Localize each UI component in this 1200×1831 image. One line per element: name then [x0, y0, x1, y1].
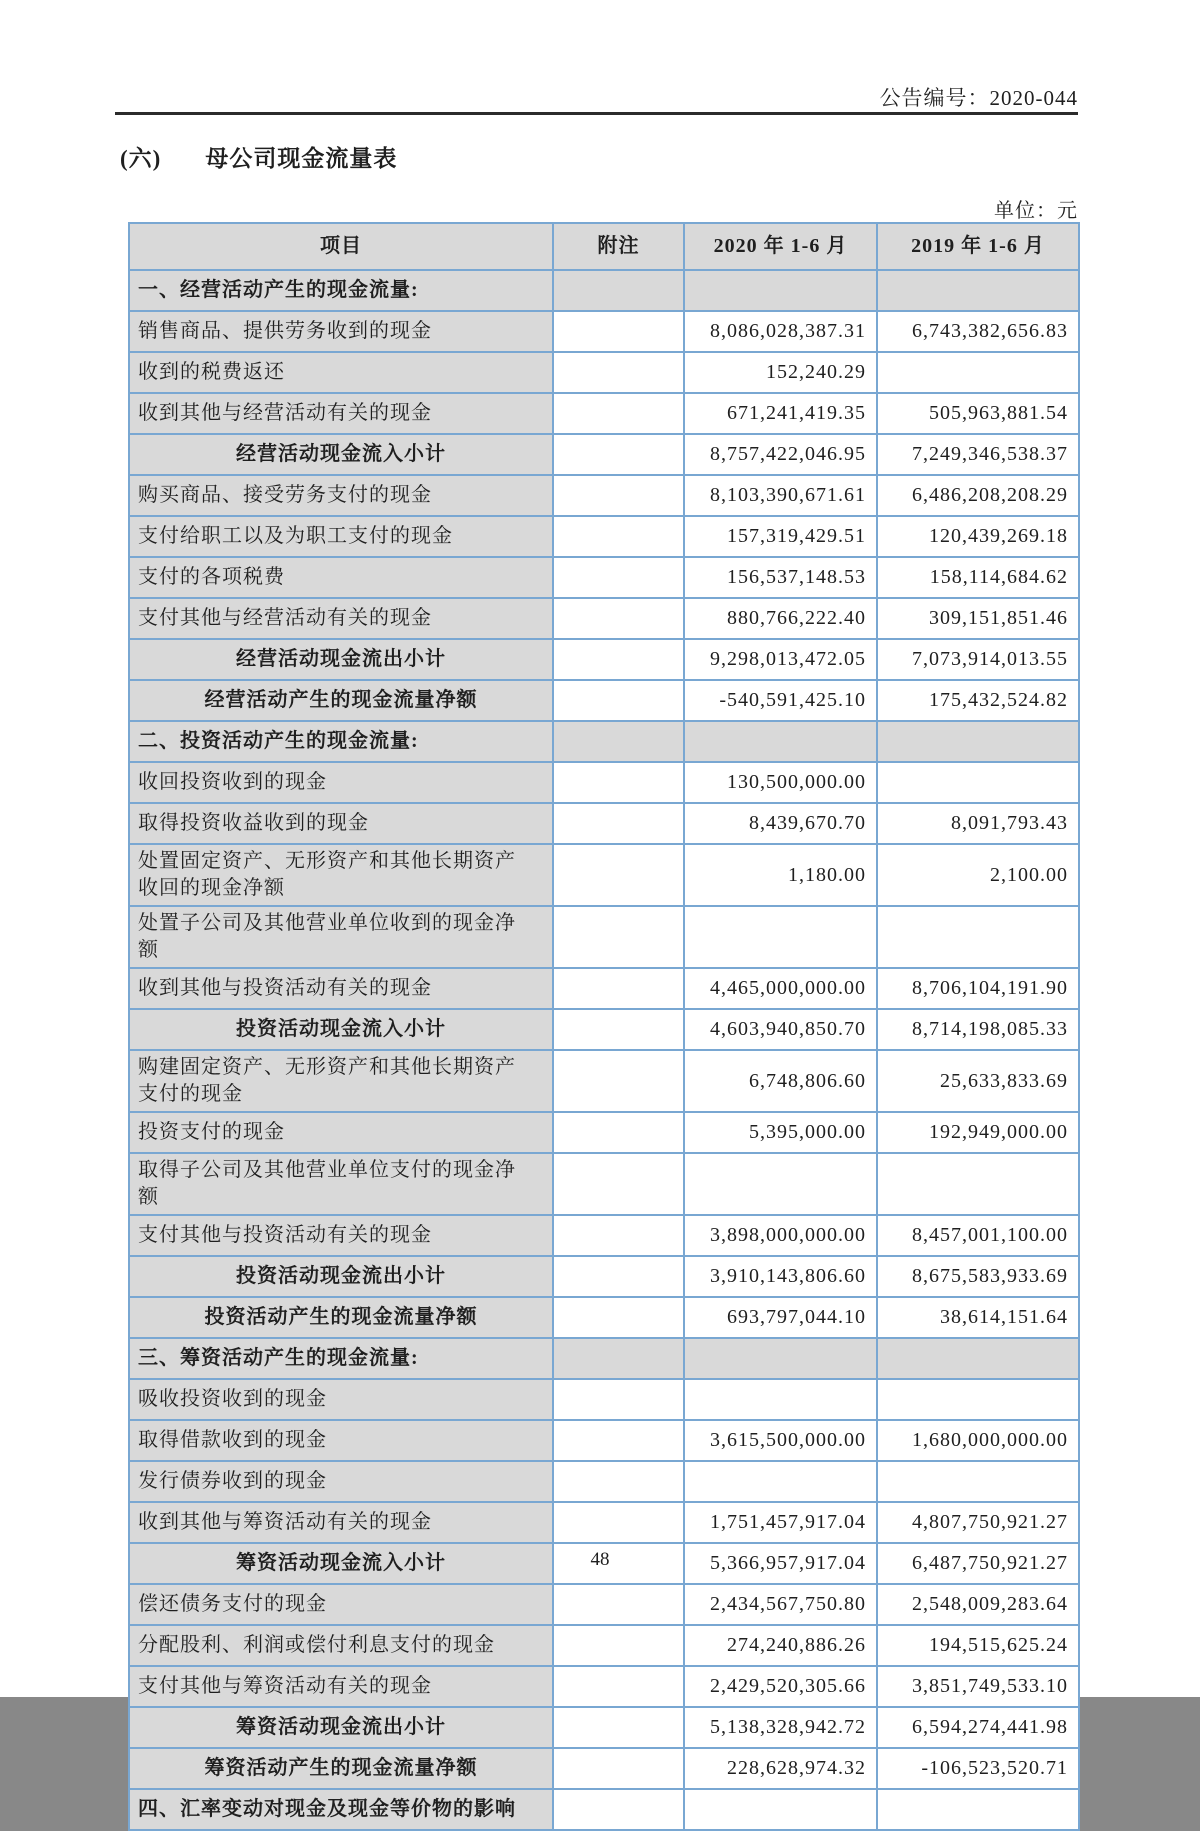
- note-cell: [553, 516, 684, 557]
- table-row: [129, 1789, 1079, 1830]
- item-cell: 支付其他与投资活动有关的现金: [129, 1215, 553, 1256]
- header-note: 附注: [553, 223, 684, 270]
- value-2019-cell: 6,486,208,208.29: [877, 475, 1079, 516]
- item-cell: 四、汇率变动对现金及现金等价物的影响: [129, 1789, 553, 1830]
- value-2020-cell: 130,500,000.00: [684, 762, 877, 803]
- item-cell: 购买商品、接受劳务支付的现金: [129, 475, 553, 516]
- item-cell: 支付的各项税费: [129, 557, 553, 598]
- value-2019-cell: [877, 1789, 1079, 1830]
- note-cell: [553, 352, 684, 393]
- value-2020-cell: 6,748,806.60: [684, 1050, 877, 1112]
- value-2020-cell: [684, 1461, 877, 1502]
- header-rule: [115, 112, 1078, 115]
- item-cell: 支付其他与筹资活动有关的现金: [129, 1666, 553, 1707]
- item-cell: 偿还债务支付的现金: [129, 1584, 553, 1625]
- note-cell: [553, 311, 684, 352]
- item-cell: 投资活动现金流出小计: [129, 1256, 553, 1297]
- note-cell: [553, 475, 684, 516]
- item-cell: 分配股利、利润或偿付利息支付的现金: [129, 1625, 553, 1666]
- note-cell: [553, 844, 684, 906]
- item-cell: 吸收投资收到的现金: [129, 1379, 553, 1420]
- value-2020-cell: [684, 1153, 877, 1215]
- table-row: [129, 393, 1079, 434]
- value-2019-cell: 8,091,793.43: [877, 803, 1079, 844]
- table-row: [129, 1379, 1079, 1420]
- value-2020-cell: 156,537,148.53: [684, 557, 877, 598]
- item-cell: 取得子公司及其他营业单位支付的现金净额: [129, 1153, 553, 1215]
- item-cell: 二、投资活动产生的现金流量:: [129, 721, 553, 762]
- table-row: [129, 680, 1079, 721]
- item-cell: 筹资活动产生的现金流量净额: [129, 1748, 553, 1789]
- value-2020-cell: 693,797,044.10: [684, 1297, 877, 1338]
- table-row: [129, 968, 1079, 1009]
- note-cell: [553, 1420, 684, 1461]
- value-2020-cell: [684, 1338, 877, 1379]
- table-row: [129, 1009, 1079, 1050]
- value-2020-cell: 4,465,000,000.00: [684, 968, 877, 1009]
- note-cell: [553, 1748, 684, 1789]
- item-cell: 经营活动现金流入小计: [129, 434, 553, 475]
- item-cell: 收回投资收到的现金: [129, 762, 553, 803]
- item-cell: 处置固定资产、无形资产和其他长期资产收回的现金净额: [129, 844, 553, 906]
- header-period-2020: 2020 年 1-6 月: [684, 223, 877, 270]
- note-cell: [553, 1050, 684, 1112]
- value-2019-cell: 4,807,750,921.27: [877, 1502, 1079, 1543]
- note-cell: [553, 1584, 684, 1625]
- value-2020-cell: 228,628,974.32: [684, 1748, 877, 1789]
- table-row: [129, 1050, 1079, 1112]
- page-title-text: 母公司现金流量表: [205, 146, 398, 171]
- note-cell: [553, 270, 684, 311]
- value-2019-cell: [877, 352, 1079, 393]
- value-2019-cell: 2,548,009,283.64: [877, 1584, 1079, 1625]
- value-2019-cell: [877, 906, 1079, 968]
- table-row: [129, 1215, 1079, 1256]
- table-row: [129, 516, 1079, 557]
- value-2020-cell: 671,241,419.35: [684, 393, 877, 434]
- value-2019-cell: 3,851,749,533.10: [877, 1666, 1079, 1707]
- value-2020-cell: 3,615,500,000.00: [684, 1420, 877, 1461]
- note-cell: [553, 1153, 684, 1215]
- note-cell: [553, 434, 684, 475]
- value-2019-cell: 38,614,151.64: [877, 1297, 1079, 1338]
- value-2020-cell: 152,240.29: [684, 352, 877, 393]
- item-cell: 收到其他与经营活动有关的现金: [129, 393, 553, 434]
- item-cell: 筹资活动现金流出小计: [129, 1707, 553, 1748]
- item-cell: 一、经营活动产生的现金流量:: [129, 270, 553, 311]
- value-2019-cell: 8,675,583,933.69: [877, 1256, 1079, 1297]
- value-2019-cell: 2,100.00: [877, 844, 1079, 906]
- value-2020-cell: 5,395,000.00: [684, 1112, 877, 1153]
- table-row: [129, 434, 1079, 475]
- value-2019-cell: 8,706,104,191.90: [877, 968, 1079, 1009]
- table-row: [129, 270, 1079, 311]
- value-2019-cell: 192,949,000.00: [877, 1112, 1079, 1153]
- item-cell: 发行债券收到的现金: [129, 1461, 553, 1502]
- value-2020-cell: 274,240,886.26: [684, 1625, 877, 1666]
- table-row: [129, 721, 1079, 762]
- note-cell: [553, 968, 684, 1009]
- item-cell: 支付给职工以及为职工支付的现金: [129, 516, 553, 557]
- note-cell: [553, 393, 684, 434]
- header-item: 项目: [129, 223, 553, 270]
- value-2020-cell: 3,898,000,000.00: [684, 1215, 877, 1256]
- table-row: [129, 1666, 1079, 1707]
- item-cell: 三、筹资活动产生的现金流量:: [129, 1338, 553, 1379]
- item-cell: 收到其他与投资活动有关的现金: [129, 968, 553, 1009]
- note-cell: [553, 762, 684, 803]
- table-row: [129, 1112, 1079, 1153]
- table-row: [129, 598, 1079, 639]
- note-cell: [553, 680, 684, 721]
- item-cell: 收到其他与筹资活动有关的现金: [129, 1502, 553, 1543]
- value-2019-cell: 25,633,833.69: [877, 1050, 1079, 1112]
- value-2020-cell: 5,366,957,917.04: [684, 1543, 877, 1584]
- value-2020-cell: 2,434,567,750.80: [684, 1584, 877, 1625]
- page-title: [120, 140, 397, 173]
- value-2020-cell: [684, 721, 877, 762]
- value-2019-cell: [877, 1379, 1079, 1420]
- value-2020-cell: 8,757,422,046.95: [684, 434, 877, 475]
- table-row: [129, 352, 1079, 393]
- cashflow-table: [128, 222, 1080, 1831]
- note-cell: [553, 1502, 684, 1543]
- value-2019-cell: 309,151,851.46: [877, 598, 1079, 639]
- value-2020-cell: 4,603,940,850.70: [684, 1009, 877, 1050]
- page-number: 48: [590, 1549, 610, 1570]
- value-2019-cell: 6,594,274,441.98: [877, 1707, 1079, 1748]
- item-cell: 筹资活动现金流入小计: [129, 1543, 553, 1584]
- note-cell: [553, 906, 684, 968]
- header-period-2019: 2019 年 1-6 月: [877, 223, 1079, 270]
- item-cell: 销售商品、提供劳务收到的现金: [129, 311, 553, 352]
- table-row: [129, 639, 1079, 680]
- note-cell: [553, 1666, 684, 1707]
- value-2020-cell: 157,319,429.51: [684, 516, 877, 557]
- note-cell: [553, 1256, 684, 1297]
- table-header-row: [129, 223, 1079, 270]
- value-2020-cell: [684, 270, 877, 311]
- note-cell: [553, 1338, 684, 1379]
- value-2019-cell: 7,073,914,013.55: [877, 639, 1079, 680]
- table-row: [129, 906, 1079, 968]
- value-2019-cell: 175,432,524.82: [877, 680, 1079, 721]
- note-cell: [553, 721, 684, 762]
- item-cell: 经营活动产生的现金流量净额: [129, 680, 553, 721]
- value-2019-cell: 6,487,750,921.27: [877, 1543, 1079, 1584]
- item-cell: 支付其他与经营活动有关的现金: [129, 598, 553, 639]
- value-2019-cell: 8,457,001,100.00: [877, 1215, 1079, 1256]
- value-2020-cell: 8,439,670.70: [684, 803, 877, 844]
- note-cell: [553, 598, 684, 639]
- value-2020-cell: -540,591,425.10: [684, 680, 877, 721]
- note-cell: [553, 1707, 684, 1748]
- note-cell: [553, 1215, 684, 1256]
- value-2019-cell: 8,714,198,085.33: [877, 1009, 1079, 1050]
- value-2019-cell: 120,439,269.18: [877, 516, 1079, 557]
- table-row: [129, 1297, 1079, 1338]
- item-cell: 购建固定资产、无形资产和其他长期资产支付的现金: [129, 1050, 553, 1112]
- table-row: [129, 311, 1079, 352]
- value-2020-cell: 1,751,457,917.04: [684, 1502, 877, 1543]
- note-cell: [553, 1379, 684, 1420]
- value-2020-cell: 3,910,143,806.60: [684, 1256, 877, 1297]
- table-row: [129, 475, 1079, 516]
- table-row: [129, 1153, 1079, 1215]
- item-cell: 投资活动产生的现金流量净额: [129, 1297, 553, 1338]
- note-cell: [553, 1009, 684, 1050]
- value-2019-cell: [877, 270, 1079, 311]
- table-row: [129, 1502, 1079, 1543]
- value-2019-cell: 6,743,382,656.83: [877, 311, 1079, 352]
- table-row: [129, 1461, 1079, 1502]
- value-2019-cell: [877, 1461, 1079, 1502]
- value-2019-cell: 158,114,684.62: [877, 557, 1079, 598]
- item-cell: 处置子公司及其他营业单位收到的现金净额: [129, 906, 553, 968]
- table-row: [129, 803, 1079, 844]
- doc-number: 公告编号：2020-044: [879, 86, 1078, 110]
- value-2020-cell: 880,766,222.40: [684, 598, 877, 639]
- value-2020-cell: 9,298,013,472.05: [684, 639, 877, 680]
- value-2019-cell: 1,680,000,000.00: [877, 1420, 1079, 1461]
- table-row: [129, 1707, 1079, 1748]
- value-2020-cell: 8,086,028,387.31: [684, 311, 877, 352]
- page-title-index: (六): [120, 146, 162, 171]
- value-2019-cell: [877, 1153, 1079, 1215]
- note-cell: [553, 639, 684, 680]
- unit-label: 单位：元: [994, 200, 1078, 222]
- table-row: [129, 844, 1079, 906]
- value-2020-cell: [684, 1379, 877, 1420]
- value-2020-cell: 5,138,328,942.72: [684, 1707, 877, 1748]
- note-cell: [553, 1461, 684, 1502]
- note-cell: [553, 557, 684, 598]
- table-row: [129, 1256, 1079, 1297]
- value-2019-cell: [877, 1338, 1079, 1379]
- item-cell: 投资活动现金流入小计: [129, 1009, 553, 1050]
- table-row: [129, 762, 1079, 803]
- value-2019-cell: [877, 721, 1079, 762]
- value-2020-cell: [684, 1789, 877, 1830]
- value-2019-cell: 7,249,346,538.37: [877, 434, 1079, 475]
- table-row: [129, 1625, 1079, 1666]
- table-row: [129, 1748, 1079, 1789]
- item-cell: 投资支付的现金: [129, 1112, 553, 1153]
- table-row: [129, 1420, 1079, 1461]
- value-2020-cell: 8,103,390,671.61: [684, 475, 877, 516]
- note-cell: [553, 1112, 684, 1153]
- value-2020-cell: 1,180.00: [684, 844, 877, 906]
- value-2019-cell: 505,963,881.54: [877, 393, 1079, 434]
- table-row: [129, 1338, 1079, 1379]
- value-2020-cell: [684, 906, 877, 968]
- item-cell: 取得投资收益收到的现金: [129, 803, 553, 844]
- note-cell: [553, 803, 684, 844]
- value-2019-cell: [877, 762, 1079, 803]
- cashflow-table-body: [129, 270, 1079, 1830]
- item-cell: 收到的税费返还: [129, 352, 553, 393]
- table-row: [129, 557, 1079, 598]
- value-2019-cell: -106,523,520.71: [877, 1748, 1079, 1789]
- item-cell: 经营活动现金流出小计: [129, 639, 553, 680]
- note-cell: [553, 1789, 684, 1830]
- value-2019-cell: 194,515,625.24: [877, 1625, 1079, 1666]
- note-cell: [553, 1625, 684, 1666]
- value-2020-cell: 2,429,520,305.66: [684, 1666, 877, 1707]
- item-cell: 取得借款收到的现金: [129, 1420, 553, 1461]
- table-row: [129, 1584, 1079, 1625]
- note-cell: [553, 1297, 684, 1338]
